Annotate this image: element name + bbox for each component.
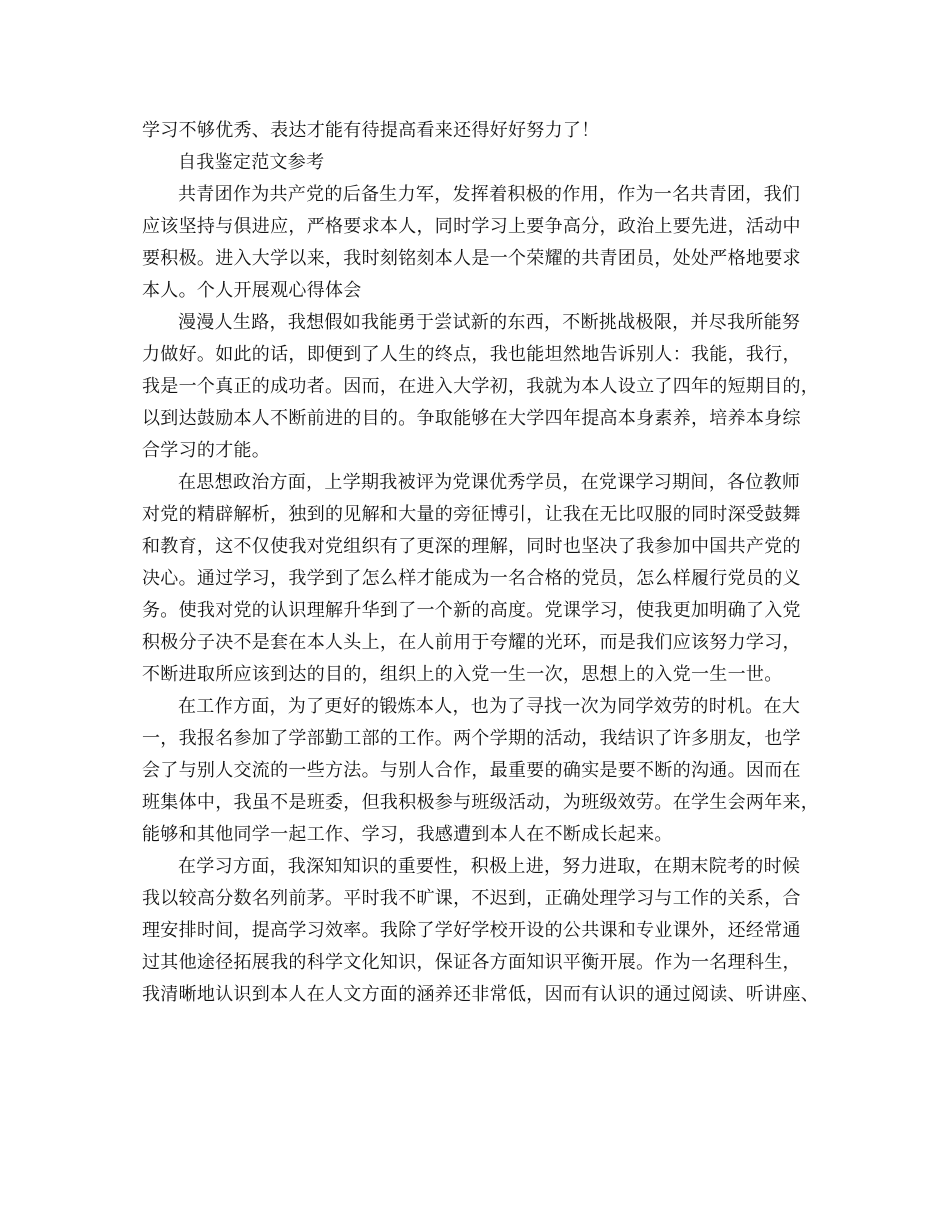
text-line: 对党的精辟解析，独到的见解和大量的旁征博引，让我在无比叹服的同时深受鼓舞: [142, 504, 801, 525]
text-line: 理安排时间，提高学习效率。我除了学好学校开设的公共课和专业课外，还经常通: [142, 920, 801, 941]
text-line: 在工作方面，为了更好的锻炼本人，也为了寻找一次为同学效劳的时机。在大: [178, 696, 801, 717]
text-line: 以到达鼓励本人不断前进的目的。争取能够在大学四年提高本身素养，培养本身综: [142, 408, 801, 429]
text-line: 能够和其他同学一起工作、学习，我感遭到本人在不断成长起来。: [142, 824, 673, 845]
text-line: 不断进取所应该到达的目的，组织上的入党一生一次，思想上的入党一生一世。: [142, 664, 783, 685]
text-line: 本人。个人开展观心得体会: [142, 280, 362, 301]
text-line: 合学习的才能。: [142, 440, 271, 461]
text-line: 和教育，这不仅使我对党组织有了更深的理解，同时也坚决了我参加中国共产党的: [142, 536, 801, 557]
text-line: 班集体中，我虽不是班委，但我积极参与班级活动，为班级效劳。在学生会两年来，: [142, 792, 820, 813]
text-line: 我以较高分数名列前茅。平时我不旷课，不迟到，正确处理学习与工作的关系，合: [142, 888, 801, 909]
text-line: 过其他途径拓展我的科学文化知识，保证各方面知识平衡开展。作为一名理科生，: [142, 952, 801, 973]
document-body: [142, 115, 820, 1011]
text-line: 我是一个真正的成功者。因而，在进入大学初，我就为本人设立了四年的短期目的，: [142, 376, 820, 397]
text-line: 决心。通过学习，我学到了怎么样才能成为一名合格的党员，怎么样履行党员的义: [142, 568, 801, 589]
text-line: 在学习方面，我深知知识的重要性，积极上进，努力进取，在期末院考的时候: [178, 856, 801, 877]
text-line: 我清晰地认识到本人在人文方面的涵养还非常低，因而有认识的通过阅读、听讲座、: [142, 984, 820, 1005]
text-line: 要积极。进入大学以来，我时刻铭刻本人是一个荣耀的共青团员，处处严格地要求: [142, 248, 801, 269]
text-line: 漫漫人生路，我想假如我能勇于尝试新的东西，不断挑战极限，并尽我所能努: [178, 312, 801, 333]
text-line: 在思想政治方面，上学期我被评为党课优秀学员，在党课学习期间，各位教师: [178, 472, 801, 493]
text-line: 务。使我对党的认识理解升华到了一个新的高度。党课学习，使我更加明确了入党: [142, 600, 801, 621]
text-line: 力做好。如此的话，即便到了人生的终点，我也能坦然地告诉别人：我能，我行，: [142, 344, 801, 365]
text-line: 应该坚持与俱进应，严格要求本人，同时学习上要争高分，政治上要先进，活动中: [142, 216, 801, 237]
text-line: 积极分子决不是套在本人头上，在人前用于夸耀的光环，而是我们应该努力学习，: [142, 632, 801, 653]
text-line: 会了与别人交流的一些方法。与别人合作，最重要的确实是要不断的沟通。因而在: [142, 760, 801, 781]
section-heading: 自我鉴定范文参考: [178, 152, 325, 173]
text-line: 共青团作为共产党的后备生力军，发挥着积极的作用，作为一名共青团，我们: [178, 184, 801, 205]
text-line: 一，我报名参加了学部勤工部的工作。两个学期的活动，我结识了许多朋友，也学: [142, 728, 801, 749]
text-line: 学习不够优秀、表达才能有待提高看来还得好好努力了！: [142, 120, 600, 141]
